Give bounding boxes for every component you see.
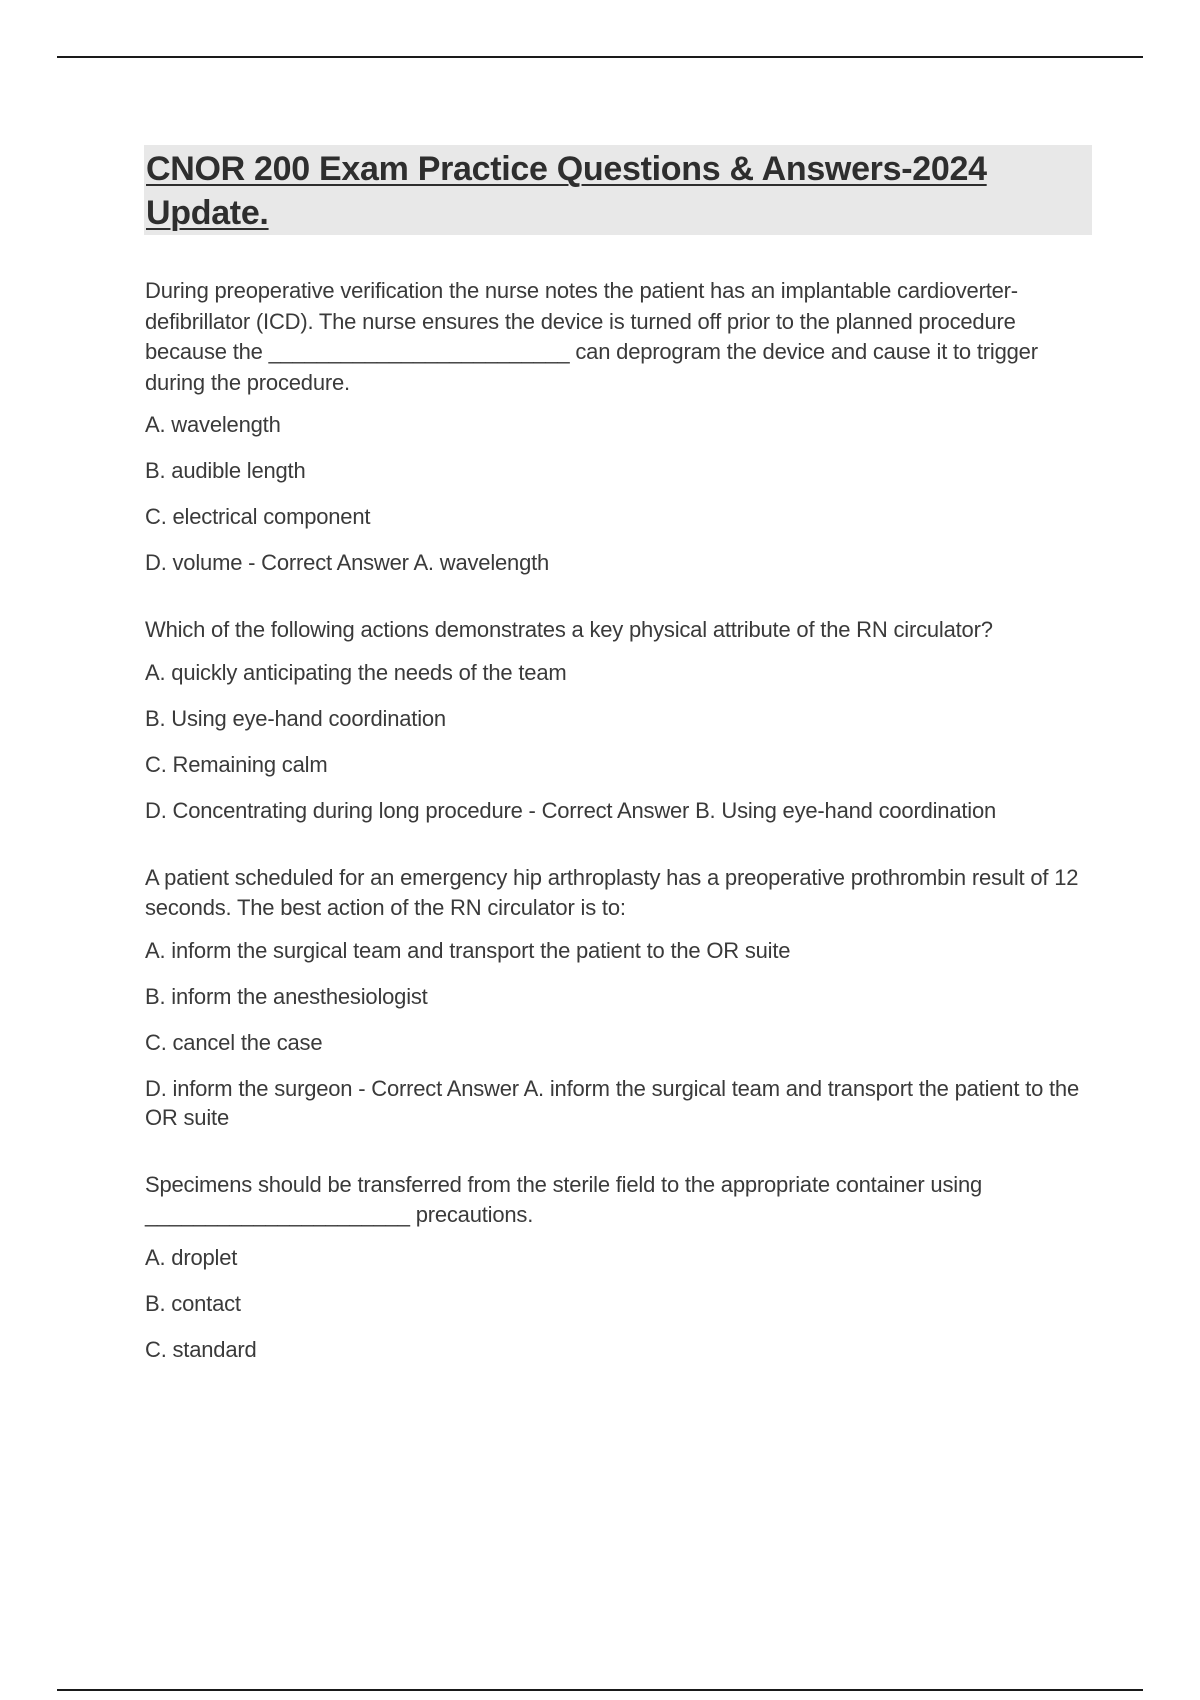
option-d-with-answer: D. inform the surgeon - Correct Answer A. inform the surgical team and transport the patient to the OR suite: [145, 1075, 1079, 1130]
option-c: C. electrical component: [145, 504, 371, 529]
option-d-with-answer: D. Concentrating during long procedure - Correct Answer B. Using eye-hand coordination: [145, 797, 997, 823]
question-text: Which of the following actions demonstrates a key physical attribute of the RN circulator?: [145, 617, 993, 642]
question-list: [145, 276, 1095, 1403]
page-top-rule: [57, 56, 1143, 58]
question-2: [145, 615, 1095, 825]
question-text: Specimens should be transferred from the sterile field to the appropriate container using ______________________ precautions.: [145, 1171, 983, 1227]
option-b: B. Using eye-hand coordination: [145, 705, 446, 731]
question-text: A patient scheduled for an emergency hip arthroplasty has a preoperative prothrombin result of 12 seconds. The best action of the RN circulator is to:: [145, 864, 1079, 920]
option-c: C. Remaining calm: [145, 751, 328, 777]
option-b: B. audible length: [145, 458, 306, 483]
question-4: [145, 1170, 1095, 1365]
option-a: A. inform the surgical team and transport the patient to the OR suite: [145, 937, 791, 963]
question-3: [145, 863, 1095, 1132]
title-banner: [144, 145, 1092, 235]
question-1: [145, 276, 1095, 577]
page-bottom-rule: [57, 1689, 1143, 1691]
option-c: C. cancel the case: [145, 1029, 323, 1055]
option-a: A. quickly anticipating the needs of the team: [145, 659, 567, 685]
option-c: C. standard: [145, 1336, 257, 1362]
option-b: B. contact: [145, 1290, 241, 1316]
document-title: CNOR 200 Exam Practice Questions & Answers-2024 Update.: [146, 150, 987, 232]
option-b: B. inform the anesthesiologist: [145, 983, 428, 1009]
option-d-with-answer: D. volume - Correct Answer A. wavelength: [145, 550, 550, 575]
option-a: A. droplet: [145, 1244, 238, 1270]
option-a: A. wavelength: [145, 412, 281, 437]
question-text: During preoperative verification the nurse notes the patient has an implantable cardioverter-defibrillator (ICD). The nurse ensures the device is turned off prior to the planned procedure because the _________________________ can deprogram the device and cause it to trigger during the procedure.: [145, 278, 1038, 395]
